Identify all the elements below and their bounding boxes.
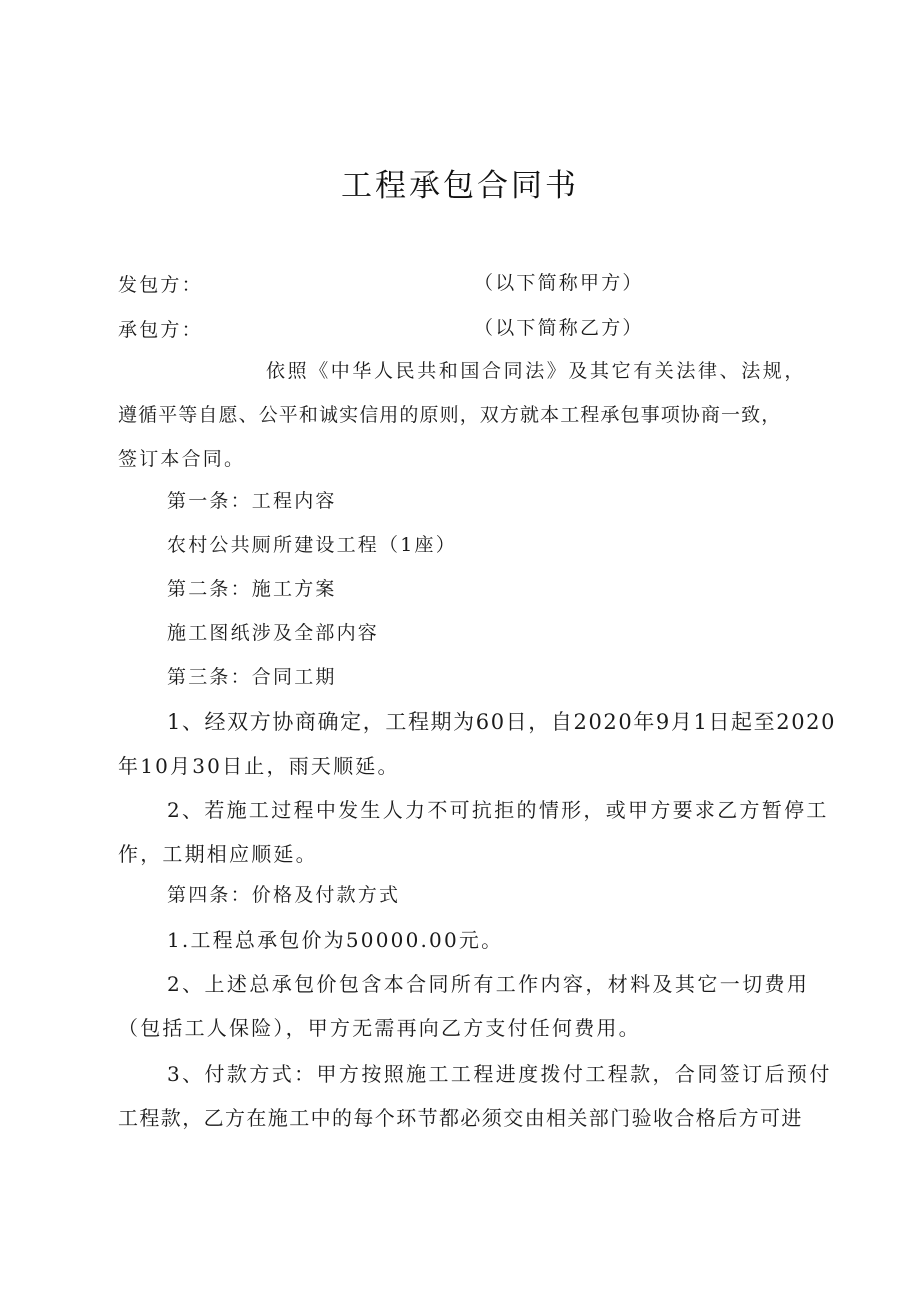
article-2-content: 施工图纸涉及全部内容 xyxy=(167,622,380,644)
party-b-note: （以下简称乙方） xyxy=(474,317,644,339)
article-1-heading: 第一条：工程内容 xyxy=(167,490,337,512)
article-4-item-3-line-1: 3、付款方式：甲方按照施工工程进度拨付工程款，合同签订后预付 xyxy=(167,1062,832,1086)
article-3-item-1-line-1: 1、经双方协商确定，工程期为60日，自2020年9月1日起至2020 xyxy=(167,710,837,734)
article-4-item-2-line-2: （包括工人保险），甲方无需再向乙方支付任何费用。 xyxy=(118,1016,641,1040)
article-3-item-2-line-2: 作，工期相应顺延。 xyxy=(118,842,318,866)
intro-line-2: 遵循平等自愿、公平和诚实信用的原则，双方就本工程承包事项协商一致， xyxy=(118,404,782,426)
party-b-label: 承包方： xyxy=(118,319,203,341)
article-4-heading: 第四条：价格及付款方式 xyxy=(167,884,401,906)
article-4-item-2-line-1: 2、上述总承包价包含本合同所有工作内容，材料及其它一切费用 xyxy=(167,972,810,996)
article-3-heading: 第三条：合同工期 xyxy=(167,666,337,688)
article-3-item-1-line-2: 年10月30日止，雨天顺延。 xyxy=(118,754,400,778)
intro-line-3: 签订本合同。 xyxy=(118,448,246,470)
article-3-item-2-line-1: 2、若施工过程中发生人力不可抗拒的情形，或甲方要求乙方暂停工 xyxy=(167,798,829,822)
intro-line-1: 依照《中华人民共和国合同法》及其它有关法律、法规， xyxy=(266,360,807,382)
document-title: 工程承包合同书 xyxy=(341,168,579,204)
article-4-item-3-line-2: 工程款，乙方在施工中的每个环节都必须交由相关部门验收合格后方可进 xyxy=(118,1106,803,1130)
article-2-heading: 第二条：施工方案 xyxy=(167,578,337,600)
article-1-content: 农村公共厕所建设工程（1座） xyxy=(167,534,457,556)
party-a-note: （以下简称甲方） xyxy=(474,272,644,294)
party-a-label: 发包方： xyxy=(118,274,203,296)
article-4-item-1: 1.工程总承包价为50000.00元。 xyxy=(167,928,504,952)
